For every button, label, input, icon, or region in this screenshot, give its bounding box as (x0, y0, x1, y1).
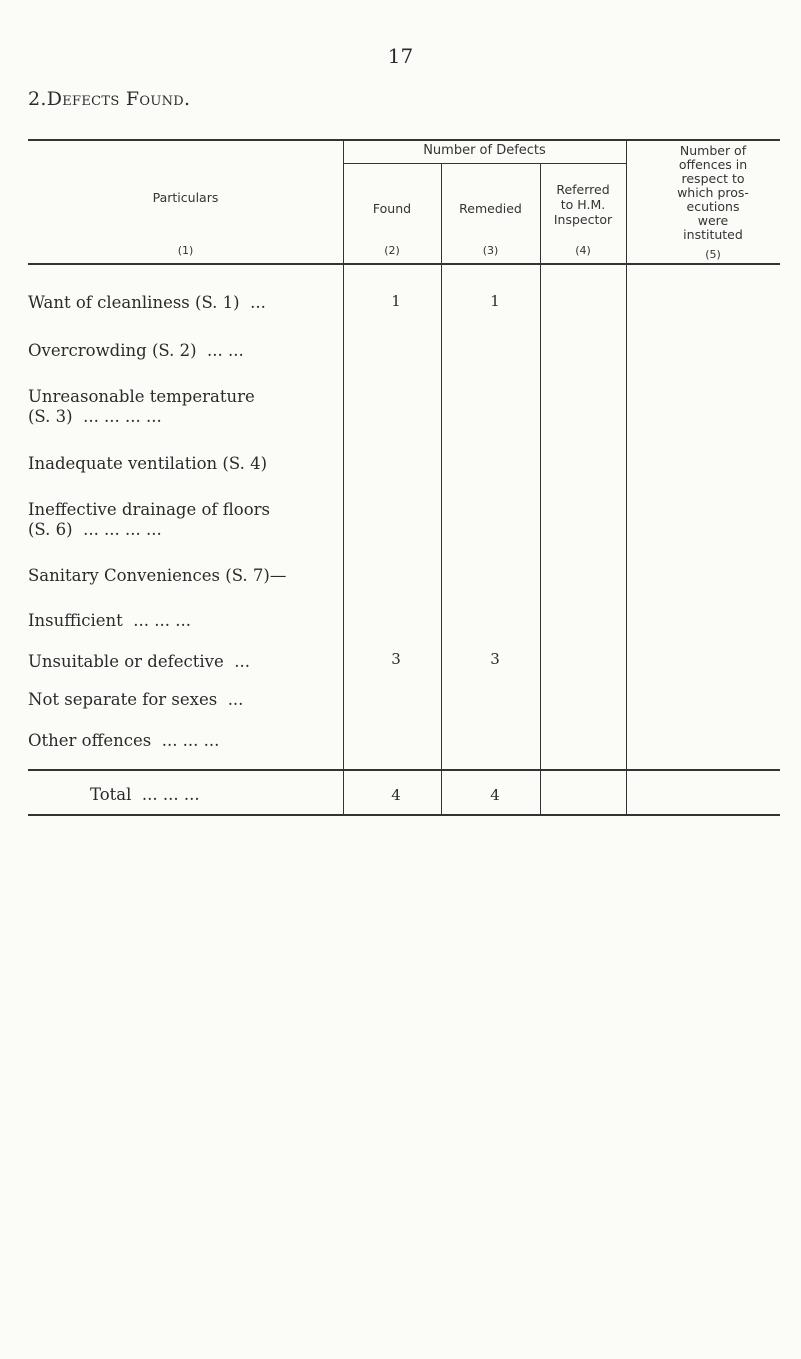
header-top-rule (28, 139, 780, 141)
row-label-line-1: Unreasonable temperature (28, 387, 255, 406)
header-found-num: (2) (384, 244, 400, 257)
header-referred (540, 182, 626, 227)
row-label-line-2: (S. 3) (28, 407, 73, 426)
header-offences-line-4: which pros- (677, 185, 749, 200)
header-referred-line-3: Inspector (553, 212, 613, 227)
row-dots: ... (234, 652, 250, 671)
col-divider-1 (343, 139, 344, 815)
row-label: Unsuitable or defective (28, 652, 224, 671)
header-found: Found (372, 201, 412, 216)
header-particulars-num: (1) (177, 244, 194, 257)
row-not-separate (28, 690, 243, 710)
header-offences-line-6: were (697, 213, 729, 228)
header-referred-num: (4) (575, 244, 591, 257)
row-label-line-1: Ineffective drainage of floors (28, 500, 270, 519)
row-label: Want of cleanliness (S. 1) (28, 293, 240, 312)
row-overcrowding (28, 341, 244, 361)
total-remedied: 4 (490, 786, 500, 804)
row-label: Sanitary Conveniences (S. 7)— (28, 566, 287, 585)
group-under-rule (343, 163, 626, 164)
row-insufficient (28, 611, 191, 631)
row-dots: ... ... (207, 341, 244, 360)
row-ventilation (28, 454, 267, 474)
header-offences-line-7: instituted (683, 227, 743, 242)
section-number: 2. (28, 88, 47, 110)
row-label: Inadequate ventilation (S. 4) (28, 454, 268, 473)
header-offences-line-2: offences in (678, 157, 748, 172)
header-number-of-defects: Number of Defects (423, 143, 546, 158)
row-dots: ... ... ... ... (83, 520, 162, 539)
cleanliness-remedied: 1 (490, 292, 500, 310)
row-dots: ... (250, 293, 266, 312)
total-label: Total (90, 785, 132, 804)
row-label-line-2: (S. 6) (28, 520, 73, 539)
header-remedied: Remedied (459, 201, 522, 216)
header-bottom-rule (28, 263, 780, 265)
header-remedied-num: (3) (482, 244, 499, 257)
header-referred-line-2: to H.M. (560, 197, 606, 212)
cleanliness-found: 1 (391, 292, 401, 310)
row-label: Other offences (28, 731, 152, 750)
total-found: 4 (391, 786, 401, 804)
row-other (28, 731, 219, 751)
row-dots: ... (227, 690, 244, 709)
unsuitable-remedied: 3 (490, 650, 500, 668)
total-top-rule (28, 769, 780, 771)
row-unsuitable (28, 652, 250, 672)
page-number: 17 (387, 44, 414, 68)
row-dots: ... ... ... (141, 785, 200, 804)
row-dots: ... ... ... (161, 731, 220, 750)
header-offences-line-3: respect to (681, 171, 745, 186)
row-sanitary (28, 566, 286, 586)
row-temperature (28, 387, 255, 427)
row-cleanliness (28, 293, 266, 313)
row-label: Insufficient (28, 611, 123, 630)
header-referred-line-1: Referred (556, 182, 610, 197)
section-heading: Defects Found. (46, 88, 191, 110)
header-offences-line-1: Number of (679, 143, 747, 158)
header-particulars: Particulars (152, 190, 219, 205)
header-offences-num: (5) (705, 248, 721, 261)
header-offences (626, 144, 800, 242)
row-dots: ... ... ... ... (83, 407, 162, 426)
section-title (28, 88, 190, 110)
header-offences-line-5: ecutions (686, 199, 740, 214)
row-total (90, 785, 200, 805)
row-dots: ... ... ... (133, 611, 191, 630)
col-divider-3 (540, 164, 541, 815)
unsuitable-found: 3 (391, 650, 401, 668)
col-divider-2 (441, 164, 442, 815)
row-drainage (28, 500, 270, 540)
row-label: Not separate for sexes (28, 690, 218, 709)
row-label: Overcrowding (S. 2) (28, 341, 197, 360)
table-bottom-rule (28, 814, 780, 816)
